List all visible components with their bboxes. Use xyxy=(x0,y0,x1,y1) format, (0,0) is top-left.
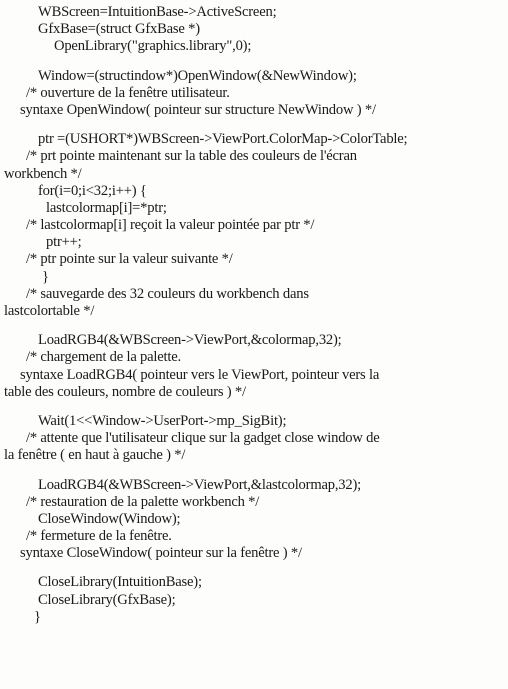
code-block xyxy=(2,68,506,120)
code-line: syntaxe OpenWindow( pointeur sur structure NewWindow ) */ xyxy=(20,101,376,118)
code-line: CloseWindow(Window); xyxy=(38,510,181,527)
code-line: /* chargement de la palette. xyxy=(26,349,181,366)
code-line: la fenêtre ( en haut à gauche ) */ xyxy=(4,447,186,464)
code-line: Wait(1<<Window->UserPort->mp_SigBit); xyxy=(38,412,287,429)
code-block xyxy=(2,413,506,465)
code-block xyxy=(2,574,506,626)
code-line: GfxBase=(struct GfxBase *) xyxy=(38,21,200,38)
code-line: LoadRGB4(&WBScreen->ViewPort,&lastcolormap,32); xyxy=(38,476,361,493)
code-line: } xyxy=(42,268,49,285)
code-line: workbench */ xyxy=(4,165,82,182)
block-gap xyxy=(2,562,506,574)
code-line: CloseLibrary(IntuitionBase); xyxy=(38,574,202,591)
code-block xyxy=(2,131,506,320)
code-line: ptr =(USHORT*)WBScreen->ViewPort.ColorMap->ColorTable; xyxy=(38,131,408,148)
code-block xyxy=(2,332,506,401)
code-line: for(i=0;i<32;i++) { xyxy=(38,182,147,199)
code-line: /* fermeture de la fenêtre. xyxy=(26,528,172,545)
code-line: syntaxe CloseWindow( pointeur sur la fenêtre ) */ xyxy=(20,545,302,562)
code-block xyxy=(2,4,506,56)
code-line: /* restauration de la palette workbench */ xyxy=(26,493,260,510)
code-line: Window=(structindow*)OpenWindow(&NewWindow); xyxy=(38,67,357,84)
code-line: /* sauvegarde des 32 couleurs du workbench dans xyxy=(26,285,309,302)
code-line: syntaxe LoadRGB4( pointeur vers le ViewPort, pointeur vers la xyxy=(20,366,380,383)
code-line: /* ouverture de la fenêtre utilisateur. xyxy=(26,84,230,101)
code-line: lastcolormap[i]=*ptr; xyxy=(46,199,167,216)
code-line: table des couleurs, nombre de couleurs ) */ xyxy=(4,383,246,400)
code-block xyxy=(2,477,506,563)
code-line: /* ptr pointe sur la valeur suivante */ xyxy=(26,251,233,268)
code-line: /* lastcolormap[i] reçoit la valeur pointée par ptr */ xyxy=(26,217,315,234)
code-line: /* prt pointe maintenant sur la table des couleurs de l'écran xyxy=(26,148,357,165)
block-gap xyxy=(2,401,506,413)
block-gap xyxy=(2,56,506,68)
code-line: LoadRGB4(&WBScreen->ViewPort,&colormap,32); xyxy=(38,332,342,349)
block-gap xyxy=(2,320,506,332)
code-line: /* attente que l'utilisateur clique sur la gadget close window de xyxy=(26,430,380,447)
code-line: CloseLibrary(GfxBase); xyxy=(38,591,176,608)
code-listing xyxy=(2,4,506,626)
block-gap xyxy=(2,465,506,477)
code-line: ptr++; xyxy=(46,234,82,251)
code-line: lastcolortable */ xyxy=(4,303,95,319)
code-line: OpenLibrary("graphics.library",0); xyxy=(54,38,252,55)
code-line: WBScreen=IntuitionBase->ActiveScreen; xyxy=(38,4,277,20)
code-line: } xyxy=(34,608,41,625)
block-gap xyxy=(2,119,506,131)
